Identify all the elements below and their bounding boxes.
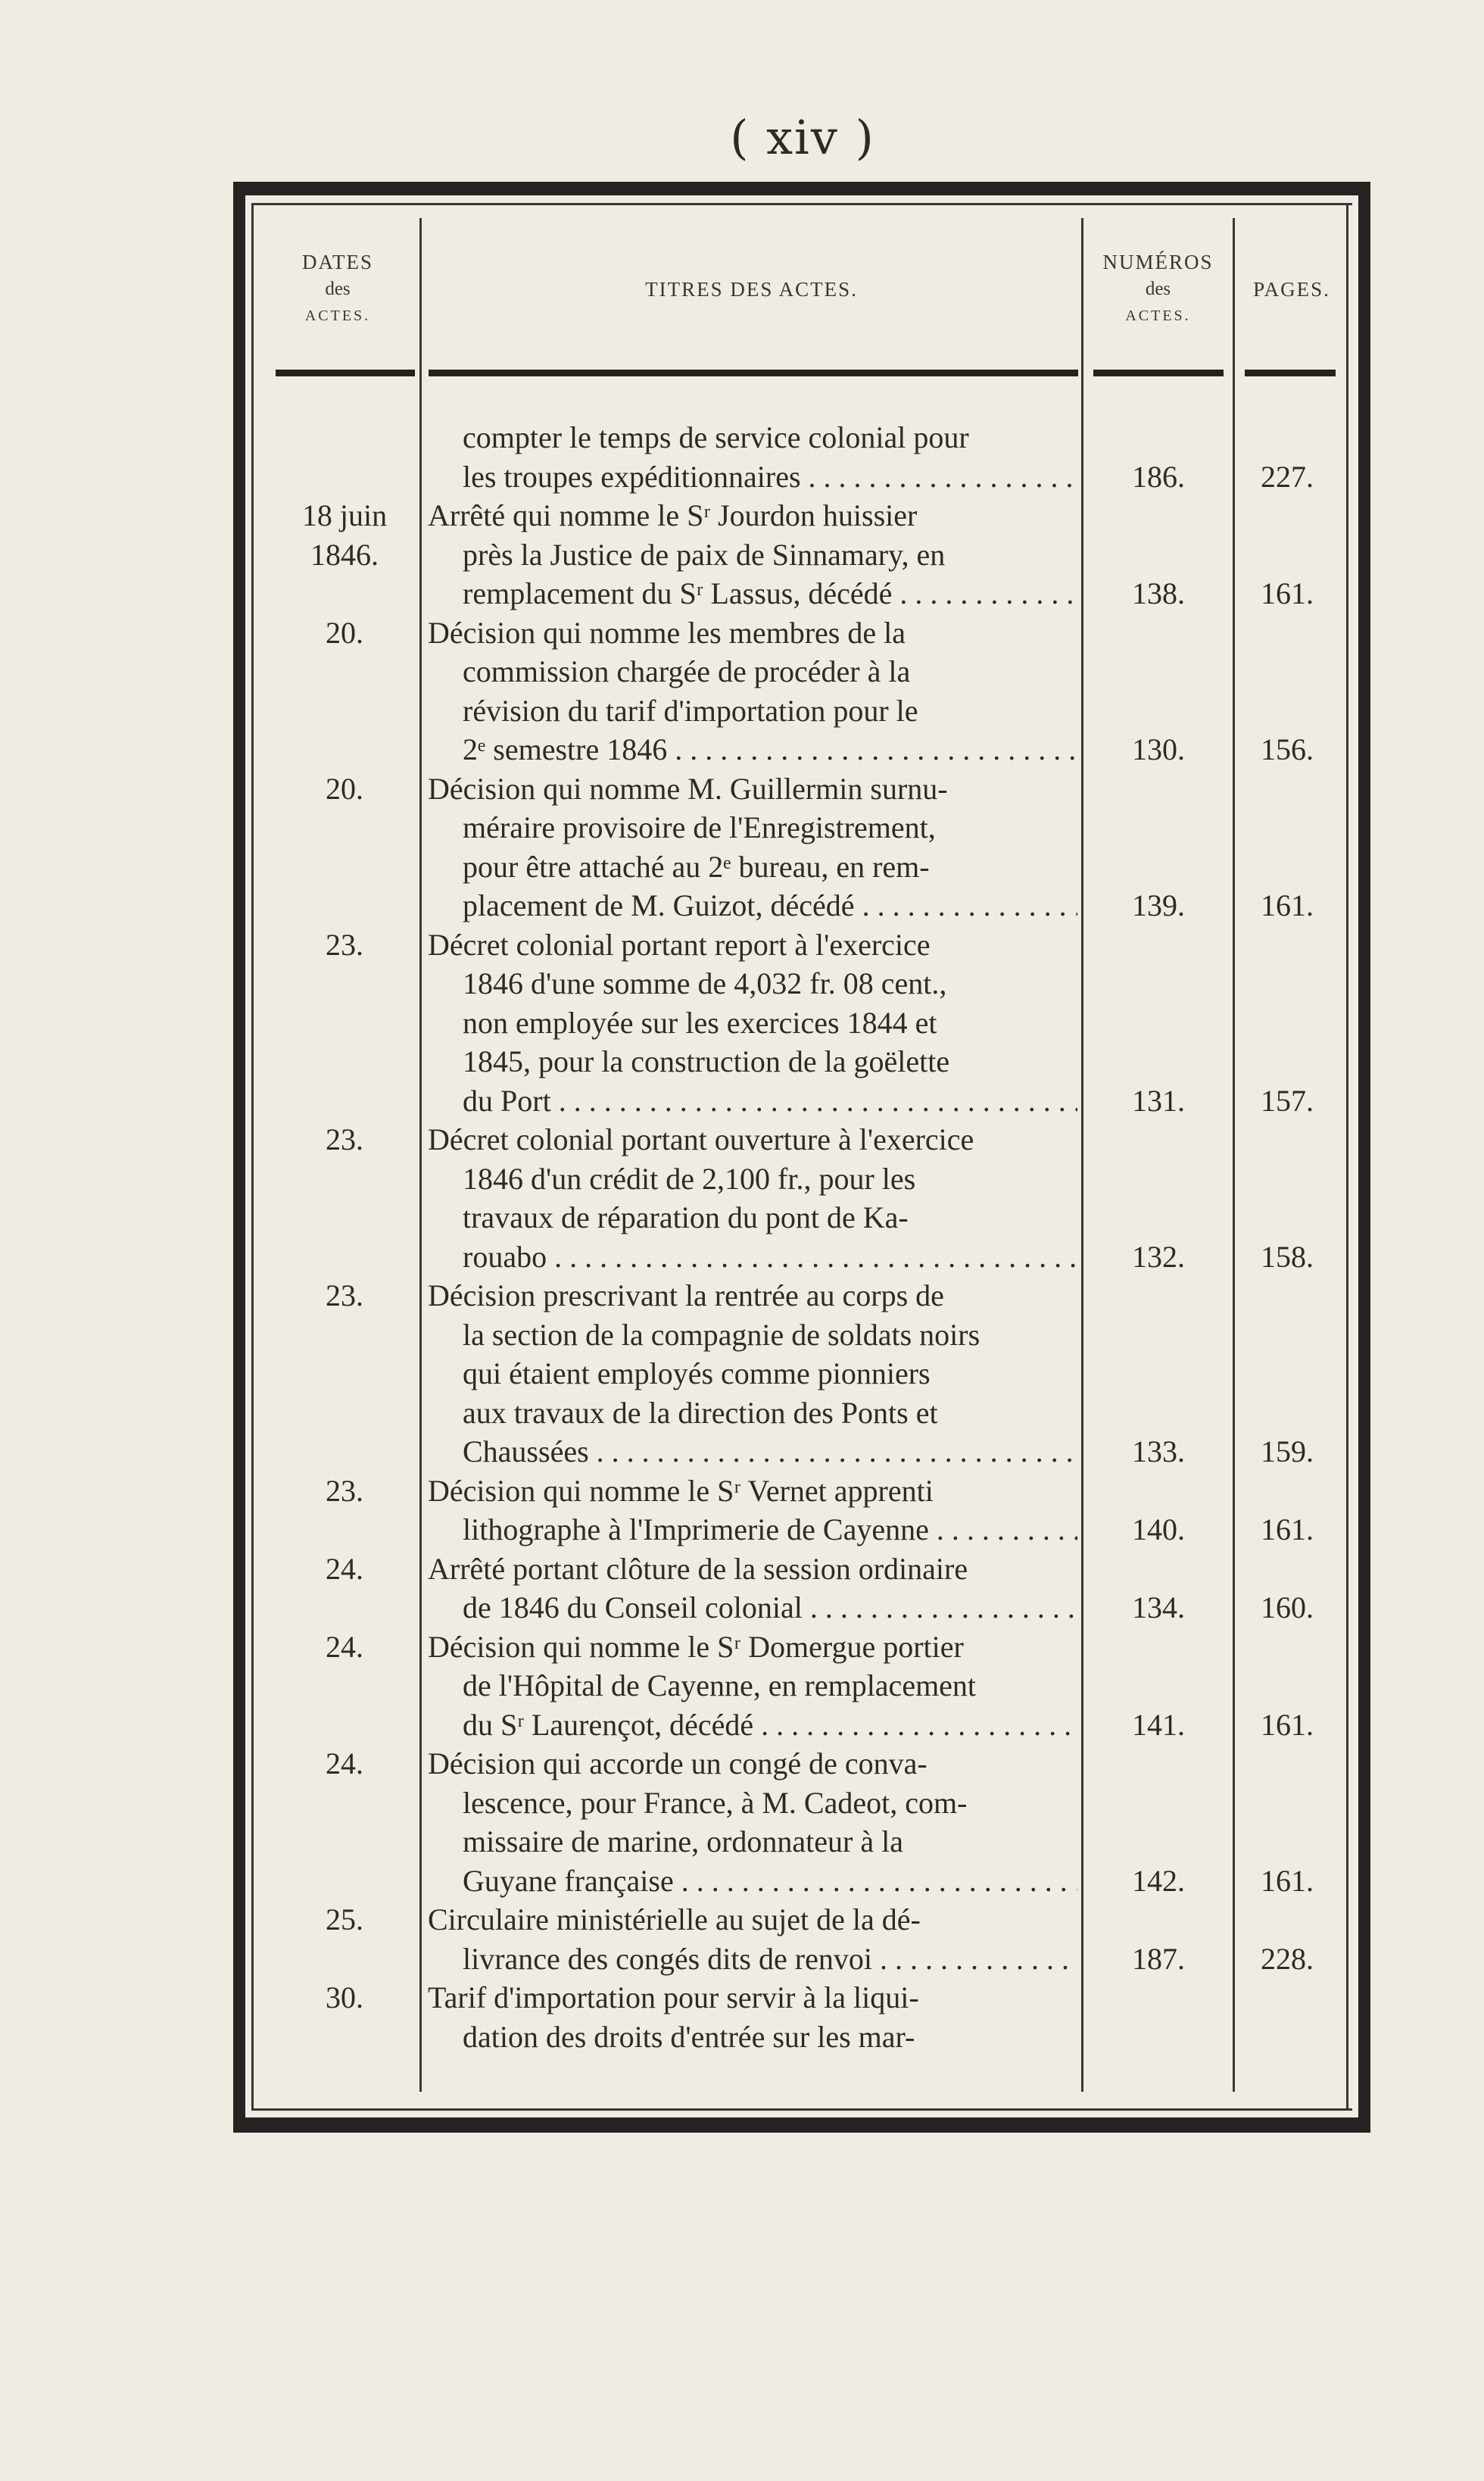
row-title-line: révision du tarif d'importation pour le	[463, 693, 918, 728]
row-title	[428, 1978, 1077, 2056]
row-title-line: du Sʳ Laurençot, décédé . . .	[428, 1705, 1077, 1745]
table-inner-top-rule	[251, 203, 1352, 205]
header-pages	[1235, 276, 1348, 303]
header-pages-label: PAGES.	[1253, 278, 1330, 301]
row-act-number: 141.	[1132, 1707, 1185, 1742]
row-title-line: près la Justice de paix de Sinnamary, en	[463, 537, 946, 572]
row-title-line: de l'Hôpital de Cayenne, en remplacement	[463, 1668, 977, 1702]
row-title-line: qui étaient employés comme pionniers	[463, 1356, 931, 1390]
row-title-line: rouabo . . .	[428, 1237, 1077, 1277]
header-bar-dates	[276, 370, 415, 376]
table-inner-bottom-rule	[251, 2108, 1352, 2111]
row-title-line: Décision prescrivant la rentrée au corps de	[428, 1278, 944, 1312]
header-dates-line-3: ACTES.	[304, 307, 371, 324]
column-divider-titles	[1081, 218, 1083, 2092]
header-dates-line-1: DATES	[301, 251, 373, 273]
column-divider-numbers	[1233, 218, 1235, 2092]
header-numbers-line-2: des	[1145, 279, 1171, 299]
row-page-number: 161.	[1261, 1512, 1314, 1546]
row-act-number: 133.	[1132, 1434, 1185, 1468]
row-act-number: 140.	[1132, 1512, 1185, 1546]
row-title-line: Guyane française . . .	[428, 1862, 1077, 1901]
row-title-line: Décision qui accorde un congé de conva-	[428, 1746, 928, 1780]
row-date	[257, 1900, 432, 1940]
header-numbers-line-1: NUMÉROS	[1102, 251, 1214, 273]
row-act-number: 187.	[1132, 1941, 1185, 1976]
row-date	[257, 769, 432, 809]
header-dates	[256, 248, 419, 329]
row-page-number: 161.	[1261, 1707, 1314, 1742]
row-date-line: 30.	[326, 1980, 363, 2014]
row-title	[428, 496, 1077, 613]
row-date	[257, 1471, 432, 1511]
row-page-number: 228.	[1261, 1941, 1314, 1976]
row-title-line: commission chargée de procéder à la	[463, 654, 911, 688]
row-title-line: Chaussées . . .	[428, 1432, 1077, 1471]
row-act-number: 142.	[1132, 1863, 1185, 1898]
header-bar-pages	[1245, 370, 1336, 376]
row-date	[257, 1120, 432, 1159]
row-date-line: 23.	[326, 1278, 363, 1312]
table-left-border	[233, 182, 245, 2133]
row-title	[428, 1549, 1077, 1627]
row-title-line: Circulaire ministérielle au sujet de la dé-	[428, 1902, 921, 1936]
table-inner-right-rule	[1346, 203, 1348, 2110]
row-date-line: 1846.	[310, 538, 379, 572]
row-date-line: 24.	[326, 1551, 363, 1586]
page-number: ( xiv )	[730, 110, 875, 165]
row-date-line: 20.	[326, 615, 363, 650]
header-titles	[422, 276, 1081, 303]
row-date-line: 18 juin	[301, 498, 388, 532]
row-page-number: 157.	[1261, 1083, 1314, 1118]
row-title	[428, 418, 1077, 496]
row-page-number: 159.	[1261, 1434, 1314, 1468]
row-title-line: méraire provisoire de l'Enregistrement,	[463, 810, 936, 844]
row-title	[428, 1627, 1077, 1745]
row-date-line: 20.	[326, 771, 363, 806]
row-title	[428, 613, 1077, 769]
header-titles-label: TITRES DES ACTES.	[645, 278, 858, 301]
header-dates-line-2: des	[325, 279, 351, 299]
row-title	[428, 769, 1077, 925]
row-page-number: 160.	[1261, 1590, 1314, 1624]
row-act-number: 132.	[1132, 1239, 1185, 1274]
row-title	[428, 1120, 1077, 1276]
row-title-line: Décret colonial portant ouverture à l'exercice	[428, 1122, 974, 1156]
row-title-line: 2ᵉ semestre 1846 . . .	[428, 730, 1077, 769]
row-title-line: remplacement du Sʳ Lassus, décédé . . .	[428, 574, 1077, 613]
row-page-number: 161.	[1261, 1863, 1314, 1898]
row-title-line: 1846 d'une somme de 4,032 fr. 08 cent.,	[463, 966, 947, 1000]
row-title-line: Arrêté qui nomme le Sʳ Jourdon huissier	[428, 498, 918, 532]
row-act-number: 134.	[1132, 1590, 1185, 1624]
row-page-number: 227.	[1261, 459, 1314, 494]
row-title-line: la section de la compagnie de soldats noirs	[463, 1317, 980, 1352]
row-date	[257, 613, 432, 653]
row-page-number: 161.	[1261, 576, 1314, 610]
row-title-line: Tarif d'importation pour servir à la liqui-	[428, 1980, 919, 2014]
row-title-line: travaux de réparation du pont de Ka-	[463, 1200, 909, 1234]
row-title-line: de 1846 du Conseil colonial . . .	[428, 1588, 1077, 1627]
header-bar-titles	[429, 370, 1078, 376]
row-title	[428, 925, 1077, 1121]
row-date-line: 23.	[326, 1122, 363, 1156]
row-title-line: dation des droits d'entrée sur les mar-	[463, 2019, 915, 2054]
row-act-number: 130.	[1132, 732, 1185, 766]
row-date-line: 23.	[326, 1473, 363, 1508]
row-title-line: missaire de marine, ordonnateur à la	[463, 1824, 903, 1858]
row-title-line: Décision qui nomme les membres de la	[428, 615, 906, 650]
row-page-number: 156.	[1261, 732, 1314, 766]
row-title-line: lithographe à l'Imprimerie de Cayenne . . .	[428, 1510, 1077, 1549]
row-page-number: 161.	[1261, 888, 1314, 922]
row-title-line: non employée sur les exercices 1844 et	[463, 1005, 937, 1040]
header-numbers-line-3: ACTES.	[1125, 307, 1191, 324]
row-title-line: compter le temps de service colonial pour	[463, 420, 969, 454]
row-date	[257, 925, 432, 965]
row-date-line: 25.	[326, 1902, 363, 1936]
row-title-line: Arrêté portant clôture de la session ordinaire	[428, 1551, 968, 1586]
row-title	[428, 1471, 1077, 1549]
row-date	[257, 1549, 432, 1589]
table-inner-left-rule	[251, 203, 254, 2110]
table-right-border	[1358, 182, 1370, 2133]
row-date	[257, 1627, 432, 1667]
row-title	[428, 1744, 1077, 1900]
row-title-line: Décision qui nomme M. Guillermin surnu-	[428, 771, 948, 806]
row-date-line: 23.	[326, 927, 363, 962]
row-date-line: 24.	[326, 1746, 363, 1780]
row-date	[257, 1744, 432, 1784]
row-title-line: Décret colonial portant report à l'exercice	[428, 927, 931, 962]
row-title	[428, 1276, 1077, 1471]
row-title-line: livrance des congés dits de renvoi . . .	[428, 1940, 1077, 1979]
row-act-number: 186.	[1132, 459, 1185, 494]
row-date	[257, 496, 432, 575]
row-title-line: Décision qui nomme le Sʳ Vernet apprenti	[428, 1473, 934, 1508]
row-title-line: pour être attaché au 2ᵉ bureau, en rem-	[463, 849, 930, 884]
header-numbers	[1083, 248, 1233, 329]
table-bottom-border	[233, 2117, 1370, 2133]
row-date	[257, 1978, 432, 2018]
row-title-line: placement de M. Guizot, décédé . . .	[428, 886, 1077, 925]
row-page-number: 158.	[1261, 1239, 1314, 1274]
row-title-line: 1845, pour la construction de la goëlette	[463, 1044, 950, 1078]
row-act-number: 138.	[1132, 576, 1185, 610]
row-title-line: lescence, pour France, à M. Cadeot, com-	[463, 1785, 968, 1820]
row-title-line: 1846 d'un crédit de 2,100 fr., pour les	[463, 1161, 916, 1196]
row-act-number: 139.	[1132, 888, 1185, 922]
row-date-line: 24.	[326, 1629, 363, 1664]
table-top-border	[233, 182, 1370, 195]
row-title	[428, 1900, 1077, 1978]
row-title-line: aux travaux de la direction des Ponts et	[463, 1395, 938, 1430]
row-act-number: 131.	[1132, 1083, 1185, 1118]
row-title-line: les troupes expéditionnaires . . .	[428, 457, 1077, 497]
row-date	[257, 1276, 432, 1315]
row-title-line: du Port . . .	[428, 1081, 1077, 1121]
header-bar-numbers	[1093, 370, 1224, 376]
row-title-line: Décision qui nomme le Sʳ Domergue portier	[428, 1629, 964, 1664]
